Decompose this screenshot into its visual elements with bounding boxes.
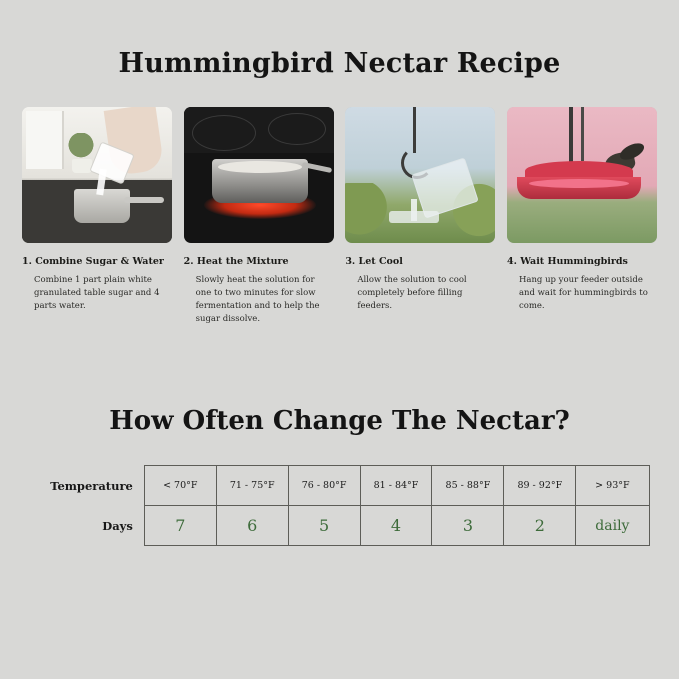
step-2-title: 2. Heat the Mixture [183, 256, 289, 267]
days-cell-6: 2 [504, 506, 576, 546]
days-cell-5: 3 [432, 506, 504, 546]
temperature-cell-6: 89 - 92°F [504, 466, 576, 506]
step-1-title: 1. Combine Sugar & Water [22, 256, 164, 267]
schedule-title: How Often Change The Nectar? [109, 406, 570, 437]
days-cell-7: daily [576, 506, 649, 546]
pouring-nectar-from-jar-photo [345, 107, 495, 243]
nectar-change-table [30, 465, 650, 546]
temperature-cell-5: 85 - 88°F [432, 466, 504, 506]
step-1-description: Combine 1 part plain white granulated table sugar and 4 parts water. [34, 275, 160, 312]
saucepan-heating-on-stove-photo [184, 107, 334, 243]
days-cell-2: 6 [216, 506, 288, 546]
step-4-title: 4. Wait Hummingbirds [506, 256, 628, 267]
temperature-cell-7: > 93°F [576, 466, 649, 506]
temperature-cell-2: 71 - 75°F [216, 466, 288, 506]
step-3-title: 3. Let Cool [345, 256, 403, 267]
step-4 [507, 107, 657, 326]
hummingbird-at-feeder-photo [507, 107, 657, 243]
step-2-description: Slowly heat the solution for one to two minutes for slow fermentation and to help the sugar dissolve. [195, 275, 320, 325]
row-label-days: Days [102, 518, 133, 533]
step-2 [184, 107, 334, 326]
row-label-temperature: Temperature [50, 478, 133, 493]
step-4-description: Hang up your feeder outside and wait for hummingbirds to come. [518, 275, 648, 312]
temperature-cell-4: 81 - 84°F [360, 466, 432, 506]
pouring-sugar-into-saucepan-photo [22, 107, 172, 243]
table-row-temperature [30, 466, 650, 506]
page-title: Hummingbird Nectar Recipe [118, 48, 561, 79]
nectar-change-table-wrap [30, 465, 650, 546]
step-3-description: Allow the solution to cool completely before filling feeders. [357, 275, 467, 312]
temperature-cell-1: < 70°F [144, 466, 216, 506]
table-row-days [30, 506, 650, 546]
days-cell-3: 5 [288, 506, 360, 546]
steps-row [0, 107, 679, 326]
step-1 [22, 107, 172, 326]
days-cell-1: 7 [144, 506, 216, 546]
days-cell-4: 4 [360, 506, 432, 546]
temperature-cell-3: 76 - 80°F [288, 466, 360, 506]
step-3 [345, 107, 495, 326]
